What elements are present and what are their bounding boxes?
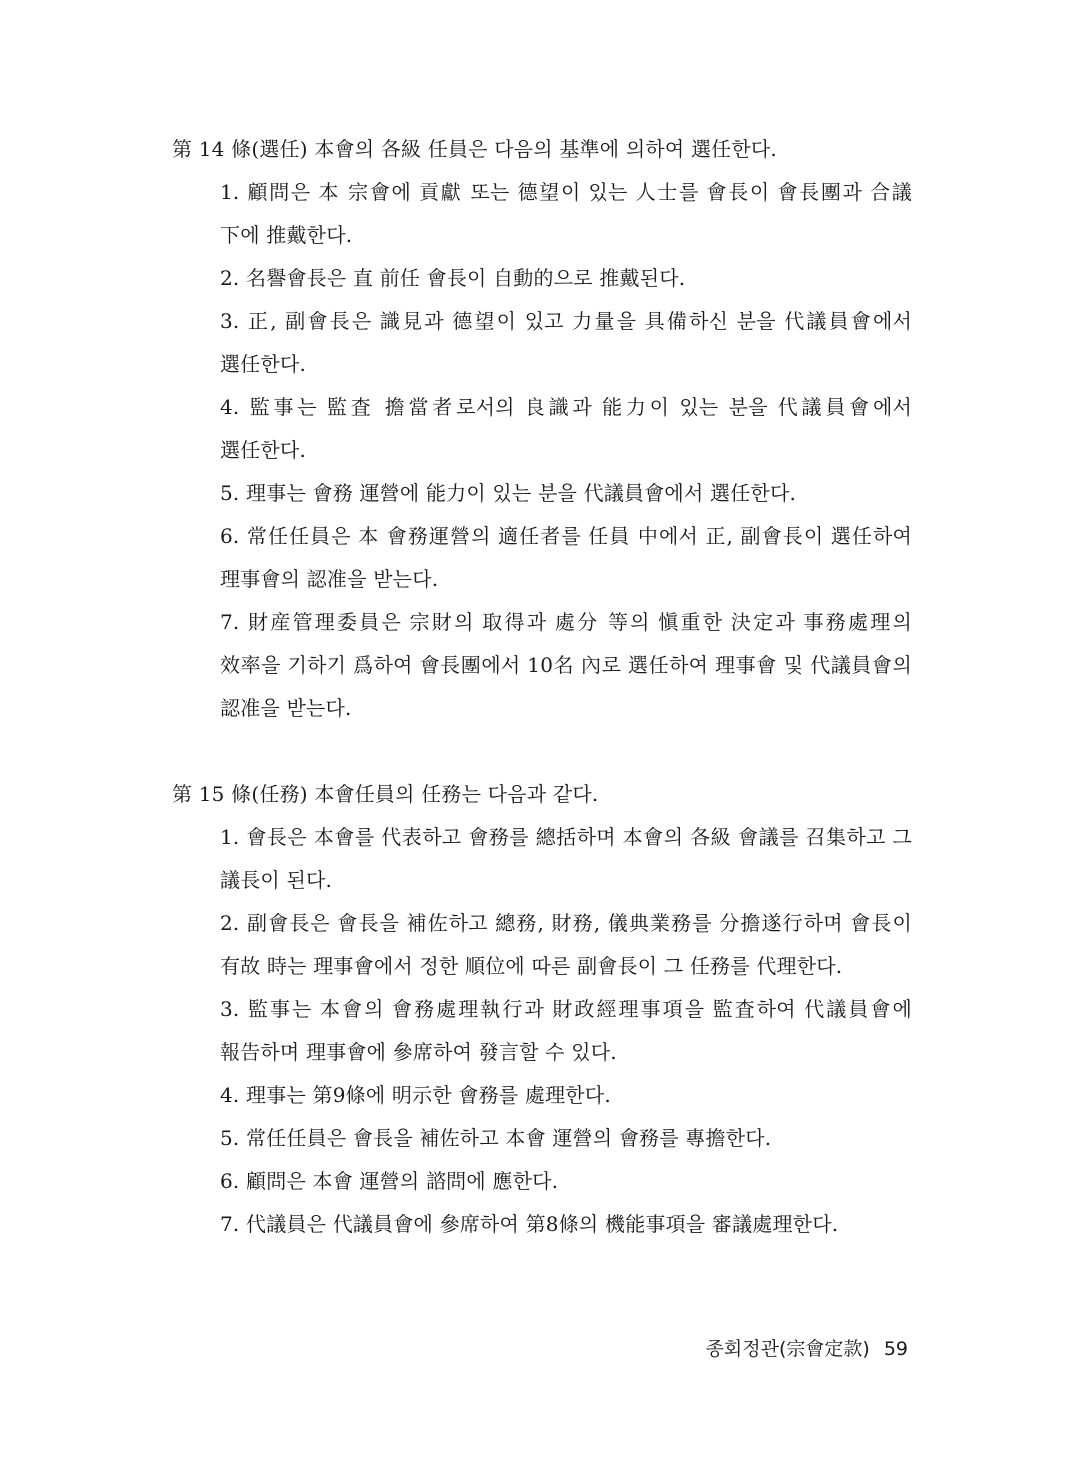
article-15-item-6: 6. 顧問은 本會 運營의 諮問에 應한다. — [220, 1169, 559, 1193]
article-14-item-5: 5. 理事는 會務 運營에 能力이 있는 분을 代議員會에서 選任한다. — [220, 481, 797, 505]
article-15-item-1: 1. 會長은 本會를 代表하고 會務를 總括하며 本會의 各級 會議를 召集하고 그 議長이 된다. — [220, 825, 912, 892]
article-14-item-3: 3. 正, 副會長은 識見과 德望이 있고 力量을 具備하신 분을 代議員會에서 選任한다. — [220, 309, 912, 376]
article-14 — [172, 127, 912, 730]
article-14-items — [172, 171, 912, 730]
article-15-item-3: 3. 監事는 本會의 會務處理執行과 財政經理事項을 監査하여 代議員會에 報告하며 理事會에 參席하여 發言할 수 있다. — [220, 997, 912, 1064]
article-14-item-4: 4. 監事는 監査 擔當者로서의 良識과 能力이 있는 분을 代議員會에서 選任한다. — [220, 395, 912, 462]
article-14-item-1: 1. 顧問은 本 宗會에 貢獻 또는 德望이 있는 人士를 會長이 會長團과 合議 下에 推戴한다. — [220, 180, 912, 247]
article-14-heading: 第 14 條(選任) 本會의 各級 任員은 다음의 基準에 의하여 選任한다. — [172, 137, 777, 161]
article-14-item-7: 7. 財産管理委員은 宗財의 取得과 處分 等의 愼重한 決定과 事務處理의 效率을 기하기 爲하여 會長團에서 10名 內로 選任하여 理事會 및 代議員會의 認准을 받는다. — [220, 610, 912, 720]
article-15 — [172, 772, 912, 1246]
article-15-item-4: 4. 理事는 第9條에 明示한 會務를 處理한다. — [220, 1083, 611, 1107]
article-14-item-2: 2. 名譽會長은 直 前任 會長이 自動的으로 推戴된다. — [220, 266, 686, 290]
page-footer — [706, 1333, 908, 1365]
article-14-item-6: 6. 常任任員은 本 會務運營의 適任者를 任員 中에서 正, 副會長이 選任하여 理事會의 認准을 받는다. — [220, 524, 912, 591]
article-15-item-7: 7. 代議員은 代議員會에 參席하여 第8條의 機能事項을 審議處理한다. — [220, 1212, 839, 1236]
article-15-heading: 第 15 條(任務) 本會任員의 任務는 다음과 같다. — [172, 782, 599, 806]
article-15-items — [172, 816, 912, 1246]
footer-book-title: 종회정관(宗會定款) — [705, 1338, 870, 1360]
article-15-item-2: 2. 副會長은 會長을 補佐하고 總務, 財務, 儀典業務를 分擔遂行하며 會長이 有故 時는 理事會에서 정한 順位에 따른 副會長이 그 任務를 代理한다. — [220, 911, 912, 978]
article-15-item-5: 5. 常任任員은 會長을 補佐하고 本會 運營의 會務를 專擔한다. — [220, 1126, 772, 1150]
page-number: 59 — [883, 1338, 908, 1360]
